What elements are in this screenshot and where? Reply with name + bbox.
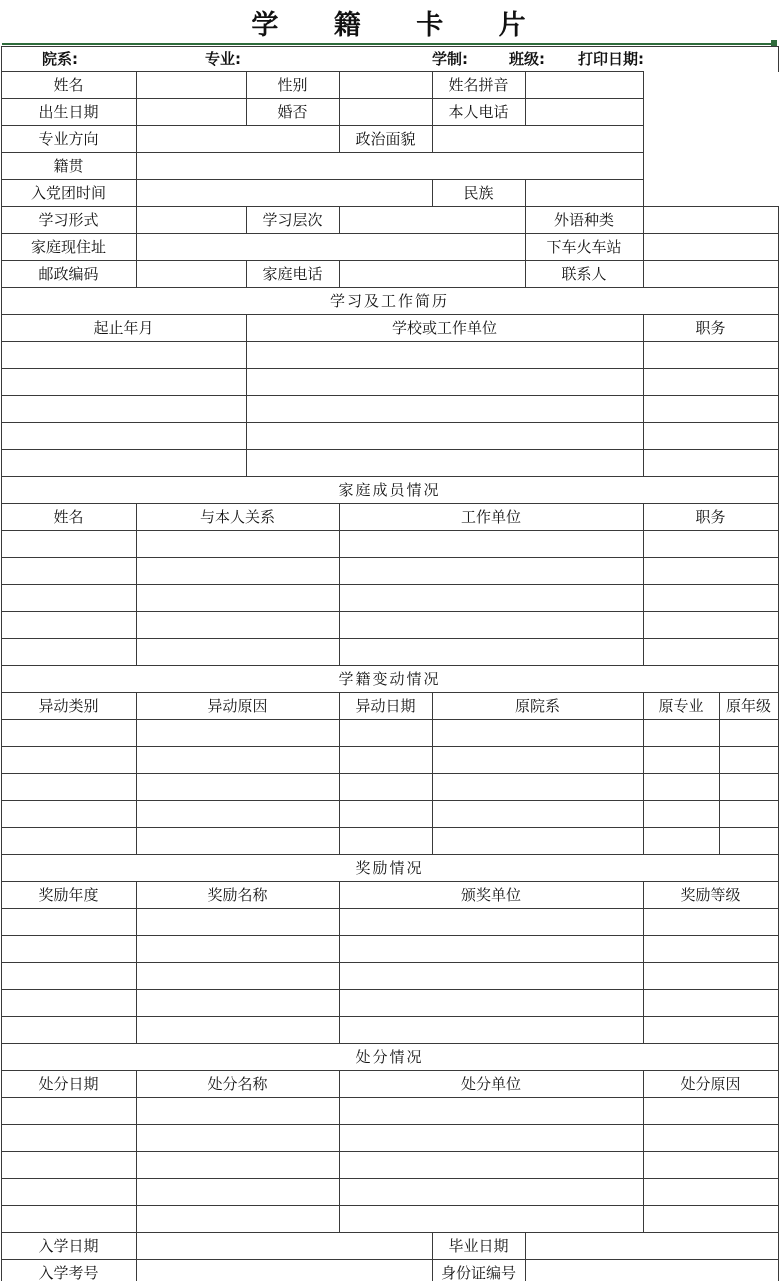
grid-line xyxy=(525,71,526,99)
awards-header-1: 奖励名称 xyxy=(207,886,268,904)
title-underline xyxy=(2,43,777,45)
grid-line xyxy=(1,584,779,585)
status-change-header-4: 原专业 xyxy=(658,697,704,715)
awards-header-3: 奖励等级 xyxy=(680,886,741,904)
status-change-header-2: 异动日期 xyxy=(355,697,416,715)
grid-line xyxy=(1,1178,779,1179)
label-enroll-date: 入学日期 xyxy=(38,1237,99,1255)
grid-line xyxy=(643,233,644,261)
grid-line xyxy=(136,260,137,288)
grid-line xyxy=(339,98,340,126)
grid-line xyxy=(1,638,779,639)
grid-line xyxy=(643,206,779,207)
resume-header-1: 学校或工作单位 xyxy=(391,319,497,337)
label-phone: 本人电话 xyxy=(448,103,509,121)
grid-line xyxy=(1,935,779,936)
label-join-date: 入党团时间 xyxy=(30,184,106,202)
family-header-1: 与本人关系 xyxy=(199,508,275,526)
grid-line xyxy=(339,71,340,99)
grid-line xyxy=(1,395,779,396)
grid-line xyxy=(643,206,644,234)
awards-header-2: 颁奖单位 xyxy=(460,886,521,904)
grid-line xyxy=(1,449,779,450)
grid-line xyxy=(136,98,137,126)
punishment-section-title: 处分情况 xyxy=(355,1048,424,1066)
label-train-station: 下车火车站 xyxy=(546,238,622,256)
grid-line xyxy=(1,557,779,558)
grid-line xyxy=(1,530,779,531)
grid-line xyxy=(339,260,340,288)
grid-line xyxy=(1,368,779,369)
label-political: 政治面貌 xyxy=(355,130,416,148)
family-header-0: 姓名 xyxy=(53,508,84,526)
grid-line xyxy=(525,1232,526,1281)
punishment-header-2: 处分单位 xyxy=(460,1075,521,1093)
grid-line xyxy=(1,719,779,720)
grid-line xyxy=(136,152,137,180)
header-class: 班级: xyxy=(509,49,545,68)
status-change-header-0: 异动类别 xyxy=(38,697,99,715)
label-foreign-language: 外语种类 xyxy=(553,211,614,229)
grid-line xyxy=(339,206,340,234)
grid-line xyxy=(1,611,779,612)
family-section-title: 家庭成员情况 xyxy=(338,481,441,499)
status-change-header-3: 原院系 xyxy=(514,697,560,715)
grid-line xyxy=(525,179,526,207)
grid-line xyxy=(136,71,137,99)
status-change-header-1: 异动原因 xyxy=(207,697,268,715)
grid-line xyxy=(1,1097,779,1098)
grid-line xyxy=(1,746,779,747)
label-ethnicity: 民族 xyxy=(463,184,494,202)
grid-line xyxy=(136,206,137,234)
status-change-section-title: 学籍变动情况 xyxy=(338,670,441,688)
label-home-phone: 家庭电话 xyxy=(262,265,323,283)
grid-line xyxy=(525,98,526,126)
resume-header-0: 起止年月 xyxy=(93,319,154,337)
header-print-date: 打印日期: xyxy=(578,49,644,68)
label-study-level: 学习层次 xyxy=(262,211,323,229)
punishment-header-3: 处分原因 xyxy=(680,1075,741,1093)
grid-line xyxy=(1,422,779,423)
grid-line xyxy=(1,989,779,990)
label-name-pinyin: 姓名拼音 xyxy=(448,76,509,94)
label-study-form: 学习形式 xyxy=(38,211,99,229)
awards-section-title: 奖励情况 xyxy=(355,859,424,877)
label-graduation-date: 毕业日期 xyxy=(448,1237,509,1255)
grid-line xyxy=(136,1232,137,1281)
grid-line xyxy=(1,1124,779,1125)
label-birth-date: 出生日期 xyxy=(38,103,99,121)
label-exam-number: 入学考号 xyxy=(38,1264,99,1282)
punishment-header-0: 处分日期 xyxy=(38,1075,99,1093)
header-top-line xyxy=(1,46,779,47)
grid-line xyxy=(1,800,779,801)
header-major: 专业: xyxy=(205,49,241,68)
header-duration: 学制: xyxy=(432,49,468,68)
grid-line xyxy=(136,233,137,261)
grid-line xyxy=(136,125,137,153)
status-change-header-5: 原年级 xyxy=(725,697,771,715)
grid-line xyxy=(1,341,779,342)
label-native-place: 籍贯 xyxy=(53,157,84,175)
label-marital: 婚否 xyxy=(277,103,308,121)
grid-line xyxy=(1,1205,779,1206)
label-gender: 性别 xyxy=(277,76,308,94)
family-header-2: 工作单位 xyxy=(460,508,521,526)
resume-header-2: 职务 xyxy=(695,319,726,337)
grid-line xyxy=(643,71,644,207)
family-header-3: 职务 xyxy=(695,508,726,526)
label-home-address: 家庭现住址 xyxy=(30,238,106,256)
label-contact: 联系人 xyxy=(561,265,607,283)
grid-line xyxy=(1,1151,779,1152)
label-id-number: 身份证编号 xyxy=(440,1264,516,1282)
punishment-header-1: 处分名称 xyxy=(207,1075,268,1093)
label-postal-code: 邮政编码 xyxy=(38,265,99,283)
grid-line xyxy=(1,827,779,828)
grid-line xyxy=(643,260,644,288)
grid-line xyxy=(1,773,779,774)
grid-line xyxy=(1,962,779,963)
grid-line xyxy=(432,125,433,153)
grid-line xyxy=(1,1016,779,1017)
header-department: 院系: xyxy=(42,49,78,68)
awards-header-0: 奖励年度 xyxy=(38,886,99,904)
label-specialization: 专业方向 xyxy=(38,130,99,148)
grid-line xyxy=(1,908,779,909)
label-name: 姓名 xyxy=(53,76,84,94)
grid-line xyxy=(136,179,137,207)
card-title: 学 籍 卡 片 xyxy=(251,9,528,41)
resume-section-title: 学习及工作简历 xyxy=(329,292,449,310)
